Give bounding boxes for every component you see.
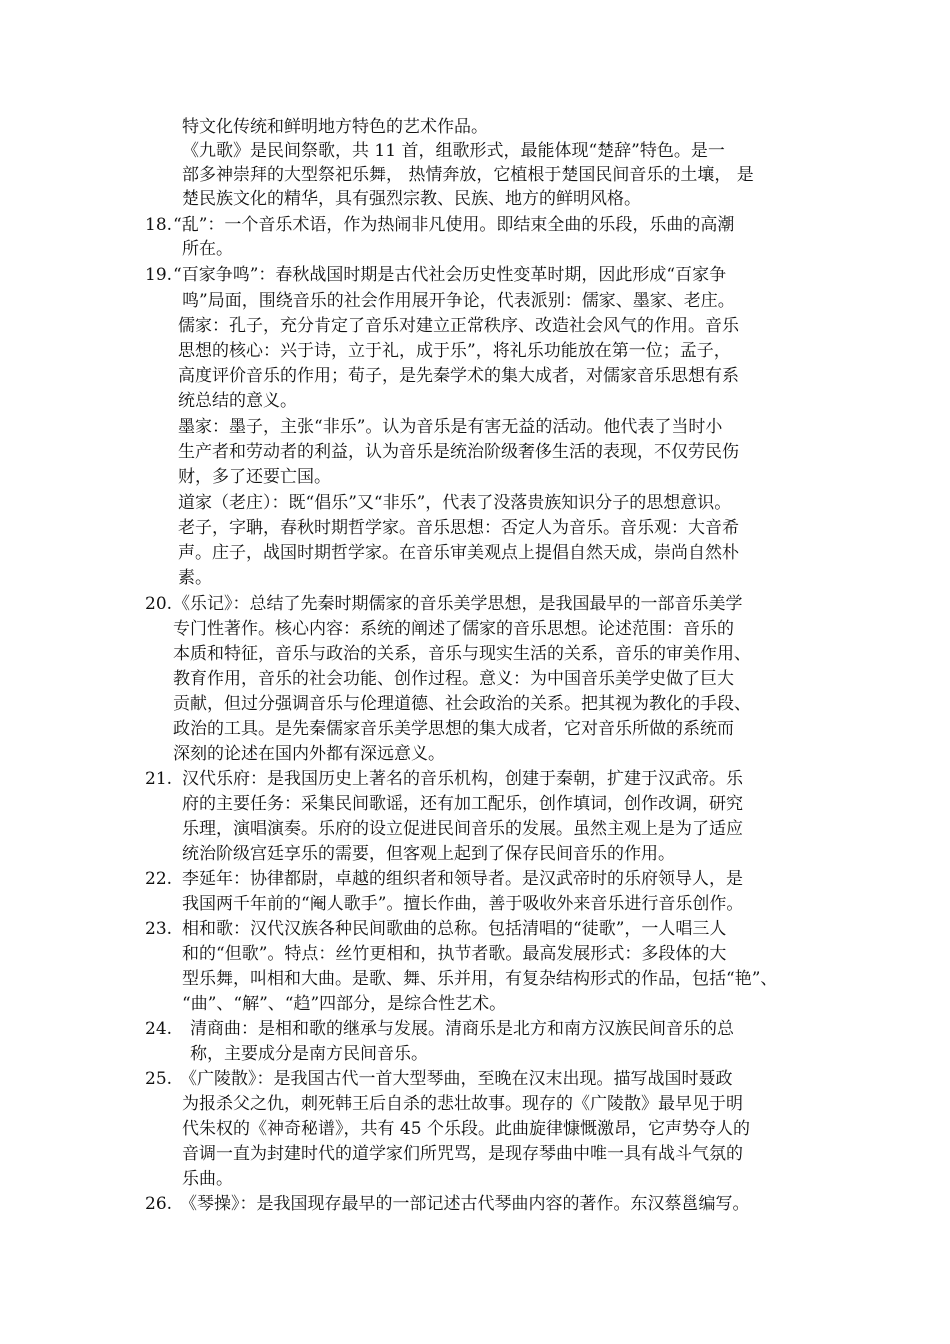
item-number: 26. [145,1194,173,1214]
item-line: 汉代乐府：是我国历史上著名的音乐机构，创建于秦朝，扩建于汉武帝。乐 [182,769,743,789]
item-line: 为报杀父之仇，刺死韩王后自杀的悲壮故事。现存的《广陵散》最早见于明 [182,1094,743,1114]
jiuge-line: 楚民族文化的精华，具有强烈宗教、民族、地方的鲜明风格。 [182,189,641,209]
item-line: “百家争鸣”：春秋战国时期是古代社会历史性变革时期，因此形成“百家争 [173,265,727,285]
item-line: “曲”、“解”、“趋”四部分，是综合性艺术。 [182,994,507,1014]
item-line: 政治的工具。是先秦儒家音乐美学思想的集大成者，它对音乐所做的系统而 [173,719,734,739]
item-line: 李延年：协律都尉，卓越的组织者和领导者。是汉武帝时的乐府领导人，是 [182,869,743,889]
item-number: 18. [145,215,173,235]
item-line: “乱”：一个音乐术语，作为热闹非凡使用。即结束全曲的乐段，乐曲的高潮 [173,215,735,235]
item-line: 老子，字聃，春秋时期哲学家。音乐思想：否定人为音乐。音乐观：大音希 [178,518,739,538]
item-number: 20. [145,594,173,614]
item-line: 思想的核心：兴于诗，立于礼，成于乐”，将礼乐功能放在第一位；孟子， [178,341,731,361]
item-line: 《琴操》：是我国现存最早的一部记述古代琴曲内容的著作。东汉蔡邕编写。 [180,1194,750,1214]
item-number: 24. [145,1019,173,1039]
item-line: 深刻的论述在国内外都有深远意义。 [173,744,445,764]
item-line: 贡献，但过分强调音乐与伦理道德、社会政治的关系。把其视为教化的手段、 [173,694,751,714]
item-line: 道家（老庄）：既“倡乐”又“非乐”，代表了没落贵族知识分子的思想意识。 [178,493,732,513]
item-line: 乐理，演唱演奏。乐府的设立促进民间音乐的发展。虽然主观上是为了适应 [182,819,743,839]
item-line: 专门性著作。核心内容：系统的阐述了儒家的音乐思想。论述范围：音乐的 [173,619,734,639]
item-line: 统治阶级宫廷享乐的需要，但客观上起到了保存民间音乐的作用。 [182,844,675,864]
item-number: 19. [145,265,173,285]
item-line: 高度评价音乐的作用；荀子，是先秦学术的集大成者，对儒家音乐思想有系 [178,366,739,386]
item-line: 音调一直为封建时代的道学家们所咒骂，是现存琴曲中唯一具有战斗气氛的 [182,1144,743,1164]
item-line: 《乐记》：总结了先秦时期儒家的音乐美学思想，是我国最早的一部音乐美学 [173,594,743,614]
item-line: 相和歌：汉代汉族各种民间歌曲的总称。包括清唱的“徒歌”，一人唱三人 [182,919,727,939]
item-line: 素。 [178,568,212,588]
item-number: 22. [145,869,173,889]
item-line: 儒家：孔子，充分肯定了音乐对建立正常秩序、改造社会风气的作用。音乐 [178,316,739,336]
item-number: 23. [145,919,173,939]
item-line: 和的“但歌”。特点：丝竹更相和，执节者歌。最高发展形式：多段体的大 [182,944,727,964]
item-number: 21. [145,769,173,789]
item-line: 清商曲：是相和歌的继承与发展。清商乐是北方和南方汉族民间音乐的总 [190,1019,734,1039]
item-line: 鸣”局面，围绕音乐的社会作用展开争论，代表派别：儒家、墨家、老庄。 [182,291,735,311]
item-line: 教育作用，音乐的社会功能、创作过程。意义：为中国音乐美学史做了巨大 [173,669,734,689]
intro-line: 特文化传统和鲜明地方特色的艺术作品。 [182,117,488,137]
item-line: 统总结的意义。 [178,391,297,411]
item-line: 本质和特征，音乐与政治的关系，音乐与现实生活的关系，音乐的审美作用、 [173,644,751,664]
jiuge-line: 《九歌》是民间祭歌，共 11 首，组歌形式，最能体现“楚辞”特色。是一 [182,141,725,161]
item-line: 所在。 [182,239,233,259]
item-line: 财，多了还要亡国。 [178,467,331,487]
item-line: 《广陵散》：是我国古代一首大型琴曲，至晚在汉末出现。描写战国时聂政 [180,1069,733,1089]
item-number: 25. [145,1069,173,1089]
item-line: 代朱权的《神奇秘谱》，共有 45 个乐段。此曲旋律慷慨激昂，它声势夺人的 [182,1119,750,1139]
item-line: 称，主要成分是南方民间音乐。 [190,1044,428,1064]
item-line: 府的主要任务：采集民间歌谣，还有加工配乐，创作填词，创作改调，研究 [182,794,743,814]
item-line: 型乐舞，叫相和大曲。是歌、舞、乐并用，有复杂结构形式的作品，包括“艳”、 [182,969,778,989]
item-line: 声。庄子，战国时期哲学家。在音乐审美观点上提倡自然天成，崇尚自然朴 [178,543,739,563]
jiuge-line: 部多神崇拜的大型祭祀乐舞， 热情奔放，它植根于楚国民间音乐的土壤， 是 [182,165,754,185]
item-line: 墨家：墨子，主张“非乐”。认为音乐是有害无益的活动。他代表了当时小 [178,417,723,437]
item-line: 我国两千年前的“阉人歌手”。擅长作曲，善于吸收外来音乐进行音乐创作。 [182,894,744,914]
item-line: 生产者和劳动者的利益，认为音乐是统治阶级奢侈生活的表现，不仅劳民伤 [178,442,739,462]
item-line: 乐曲。 [182,1169,233,1189]
